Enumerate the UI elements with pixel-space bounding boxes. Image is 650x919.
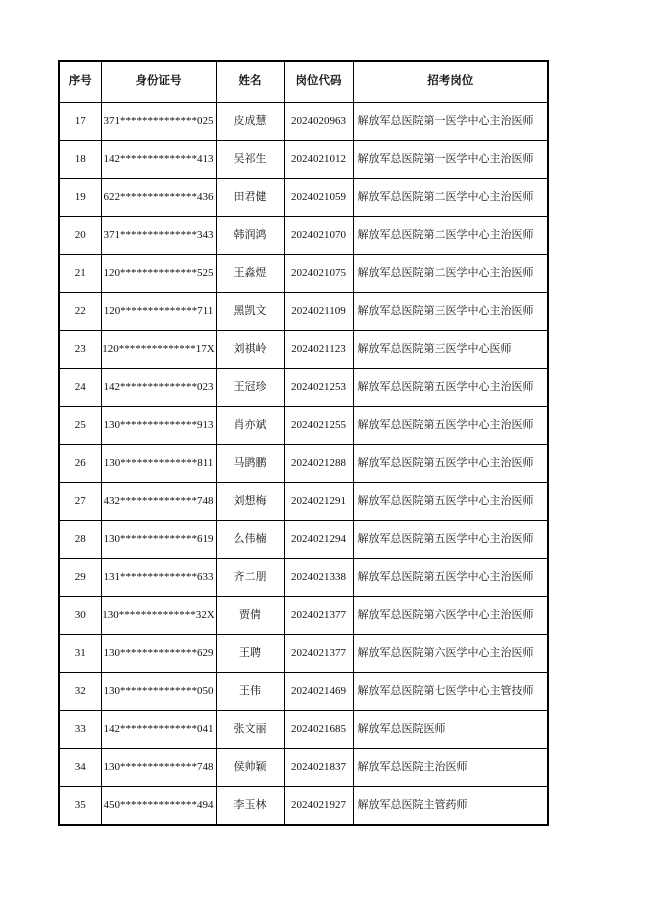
cell-job-title: 解放军总医院第五医学中心主治医师 xyxy=(353,369,548,407)
cell-name: 吴祁生 xyxy=(216,141,284,179)
cell-job-code: 2024021927 xyxy=(284,787,353,826)
cell-id-number: 130**************811 xyxy=(101,445,216,483)
candidate-table xyxy=(58,60,549,826)
table-header-row xyxy=(59,61,548,103)
column-header-name: 姓名 xyxy=(216,61,284,103)
column-header-index: 序号 xyxy=(59,61,101,103)
cell-index: 31 xyxy=(59,635,101,673)
cell-index: 18 xyxy=(59,141,101,179)
table-row xyxy=(59,787,548,826)
column-header-id-number: 身份证号 xyxy=(101,61,216,103)
cell-job-code: 2024021469 xyxy=(284,673,353,711)
cell-name: 皮成慧 xyxy=(216,103,284,141)
cell-index: 23 xyxy=(59,331,101,369)
cell-job-title: 解放军总医院第六医学中心主治医师 xyxy=(353,597,548,635)
cell-id-number: 130**************050 xyxy=(101,673,216,711)
cell-name: 李玉林 xyxy=(216,787,284,826)
cell-job-code: 2024021070 xyxy=(284,217,353,255)
cell-name: 王伟 xyxy=(216,673,284,711)
cell-name: 张文丽 xyxy=(216,711,284,749)
cell-job-title: 解放军总医院第五医学中心主治医师 xyxy=(353,483,548,521)
cell-id-number: 120**************711 xyxy=(101,293,216,331)
table-row xyxy=(59,559,548,597)
cell-name: 侯帅颖 xyxy=(216,749,284,787)
table-row xyxy=(59,103,548,141)
cell-index: 27 xyxy=(59,483,101,521)
cell-name: 马鹍鹏 xyxy=(216,445,284,483)
cell-id-number: 130**************32X xyxy=(101,597,216,635)
cell-index: 17 xyxy=(59,103,101,141)
cell-index: 19 xyxy=(59,179,101,217)
cell-name: 刘祺岭 xyxy=(216,331,284,369)
table-row xyxy=(59,141,548,179)
cell-id-number: 130**************748 xyxy=(101,749,216,787)
cell-index: 22 xyxy=(59,293,101,331)
cell-id-number: 450**************494 xyxy=(101,787,216,826)
cell-job-title: 解放军总医院第五医学中心主治医师 xyxy=(353,445,548,483)
table-row xyxy=(59,635,548,673)
cell-name: 齐二朋 xyxy=(216,559,284,597)
cell-id-number: 142**************023 xyxy=(101,369,216,407)
cell-job-code: 2024021123 xyxy=(284,331,353,369)
cell-name: 王冠珍 xyxy=(216,369,284,407)
cell-job-title: 解放军总医院第五医学中心主治医师 xyxy=(353,521,548,559)
cell-job-code: 2024021109 xyxy=(284,293,353,331)
cell-index: 25 xyxy=(59,407,101,445)
cell-index: 26 xyxy=(59,445,101,483)
cell-index: 20 xyxy=(59,217,101,255)
table-row xyxy=(59,673,548,711)
cell-id-number: 130**************629 xyxy=(101,635,216,673)
cell-id-number: 142**************041 xyxy=(101,711,216,749)
cell-name: 么伟楠 xyxy=(216,521,284,559)
cell-job-title: 解放军总医院第三医学中心医师 xyxy=(353,331,548,369)
column-header-job-code: 岗位代码 xyxy=(284,61,353,103)
cell-job-title: 解放军总医院第七医学中心主管技师 xyxy=(353,673,548,711)
cell-index: 34 xyxy=(59,749,101,787)
cell-job-title: 解放军总医院医师 xyxy=(353,711,548,749)
cell-id-number: 120**************17X xyxy=(101,331,216,369)
cell-job-code: 2024020963 xyxy=(284,103,353,141)
table-row xyxy=(59,597,548,635)
cell-index: 33 xyxy=(59,711,101,749)
cell-job-title: 解放军总医院主管药师 xyxy=(353,787,548,826)
table-row xyxy=(59,749,548,787)
cell-job-title: 解放军总医院第二医学中心主治医师 xyxy=(353,255,548,293)
cell-id-number: 371**************343 xyxy=(101,217,216,255)
cell-job-code: 2024021294 xyxy=(284,521,353,559)
table-row xyxy=(59,331,548,369)
cell-job-code: 2024021075 xyxy=(284,255,353,293)
cell-index: 32 xyxy=(59,673,101,711)
cell-name: 刘想梅 xyxy=(216,483,284,521)
table-row xyxy=(59,445,548,483)
cell-job-title: 解放军总医院第一医学中心主治医师 xyxy=(353,141,548,179)
table-row xyxy=(59,217,548,255)
table-row xyxy=(59,179,548,217)
cell-id-number: 130**************619 xyxy=(101,521,216,559)
cell-job-code: 2024021377 xyxy=(284,635,353,673)
cell-job-title: 解放军总医院主治医师 xyxy=(353,749,548,787)
cell-name: 王聘 xyxy=(216,635,284,673)
table-row xyxy=(59,407,548,445)
cell-id-number: 120**************525 xyxy=(101,255,216,293)
cell-job-title: 解放军总医院第五医学中心主治医师 xyxy=(353,559,548,597)
cell-index: 21 xyxy=(59,255,101,293)
cell-name: 韩润鸿 xyxy=(216,217,284,255)
table-row xyxy=(59,521,548,559)
cell-index: 29 xyxy=(59,559,101,597)
cell-index: 24 xyxy=(59,369,101,407)
cell-id-number: 622**************436 xyxy=(101,179,216,217)
cell-job-title: 解放军总医院第三医学中心主治医师 xyxy=(353,293,548,331)
cell-job-code: 2024021288 xyxy=(284,445,353,483)
cell-job-title: 解放军总医院第一医学中心主治医师 xyxy=(353,103,548,141)
cell-job-code: 2024021685 xyxy=(284,711,353,749)
cell-job-code: 2024021837 xyxy=(284,749,353,787)
cell-job-code: 2024021012 xyxy=(284,141,353,179)
cell-job-code: 2024021255 xyxy=(284,407,353,445)
cell-job-code: 2024021377 xyxy=(284,597,353,635)
cell-index: 28 xyxy=(59,521,101,559)
table-row xyxy=(59,711,548,749)
table-header xyxy=(59,61,548,103)
cell-name: 王淼煜 xyxy=(216,255,284,293)
cell-job-code: 2024021291 xyxy=(284,483,353,521)
cell-id-number: 371**************025 xyxy=(101,103,216,141)
cell-name: 黑凯文 xyxy=(216,293,284,331)
cell-id-number: 131**************633 xyxy=(101,559,216,597)
table-row xyxy=(59,483,548,521)
cell-job-code: 2024021059 xyxy=(284,179,353,217)
table-body xyxy=(59,103,548,826)
cell-index: 35 xyxy=(59,787,101,826)
cell-index: 30 xyxy=(59,597,101,635)
cell-job-code: 2024021338 xyxy=(284,559,353,597)
column-header-job-title: 招考岗位 xyxy=(353,61,548,103)
cell-name: 田君健 xyxy=(216,179,284,217)
cell-id-number: 130**************913 xyxy=(101,407,216,445)
cell-job-title: 解放军总医院第二医学中心主治医师 xyxy=(353,217,548,255)
cell-name: 肖亦斌 xyxy=(216,407,284,445)
table-row xyxy=(59,369,548,407)
cell-id-number: 432**************748 xyxy=(101,483,216,521)
cell-name: 贾倩 xyxy=(216,597,284,635)
table-row xyxy=(59,293,548,331)
cell-job-title: 解放军总医院第五医学中心主治医师 xyxy=(353,407,548,445)
cell-id-number: 142**************413 xyxy=(101,141,216,179)
cell-job-title: 解放军总医院第六医学中心主治医师 xyxy=(353,635,548,673)
cell-job-title: 解放军总医院第二医学中心主治医师 xyxy=(353,179,548,217)
table-row xyxy=(59,255,548,293)
cell-job-code: 2024021253 xyxy=(284,369,353,407)
